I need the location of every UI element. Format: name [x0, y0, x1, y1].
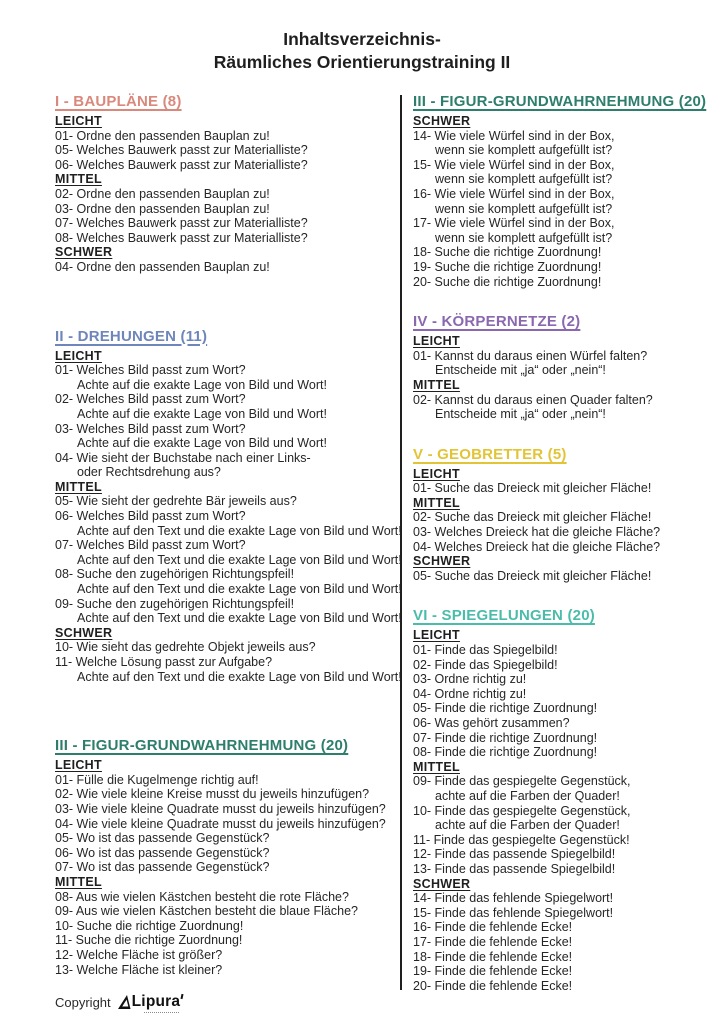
page-title-line1: Inhaltsverzeichnis- — [283, 29, 441, 49]
item-line: 12- Welche Fläche ist größer? — [55, 947, 223, 962]
item-line: 04- Ordne den passenden Bauplan zu! — [55, 259, 270, 274]
item-line: 01- Fülle die Kugelmenge richtig auf! — [55, 772, 259, 787]
toc-item — [55, 202, 397, 217]
item-line: 02- Wie viele kleine Kreise musst du jeweils hinzufügen? — [55, 787, 370, 802]
column-right — [413, 93, 713, 1017]
item-line: 14- Finde das fehlende Spiegelwort! — [413, 891, 614, 906]
toc-item — [413, 920, 713, 935]
difficulty-label: MITTEL — [413, 759, 460, 774]
toc-item — [413, 393, 713, 422]
difficulty-label: MITTEL — [413, 495, 460, 510]
triangle-logo-icon — [118, 995, 131, 1009]
item-line: Achte auf den Text und die exakte Lage von Bild und Wort! — [77, 552, 402, 567]
toc-item — [55, 655, 402, 684]
item-line: 16- Wie viele Würfel sind in der Box, — [413, 186, 615, 201]
item-line: 06- Welches Bauwerk passt zur Materialliste? — [55, 157, 308, 172]
item-line: Achte auf den Text und die exakte Lage von Bild und Wort! — [77, 523, 402, 538]
difficulty-label: LEICHT — [413, 628, 460, 643]
toc-item — [413, 950, 713, 965]
item-line: 18- Suche die richtige Zuordnung! — [413, 245, 602, 260]
item-line: 05- Wo ist das passende Gegenstück? — [55, 831, 270, 846]
section-heading[interactable]: III - FIGUR-GRUNDWAHRNEHMUNG (20) — [413, 93, 707, 110]
item-line: 18- Finde die fehlende Ecke! — [413, 949, 573, 964]
toc-item — [55, 596, 402, 626]
item-line: 01- Welches Bild passt zum Wort? — [55, 363, 246, 378]
item-line: 10- Finde das gespiegelte Gegenstück, — [413, 803, 631, 818]
toc-item — [55, 640, 397, 655]
toc-item — [413, 964, 713, 979]
toc-section — [413, 313, 713, 422]
item-line: 03- Welches Bild passt zum Wort? — [55, 421, 246, 436]
toc-item — [55, 846, 397, 861]
item-line: Achte auf den Text und die exakte Lage von Bild und Wort! — [77, 582, 402, 597]
toc-item — [55, 567, 402, 597]
toc-item — [413, 804, 713, 833]
item-line: Achte auf die exakte Lage von Bild und Wort! — [77, 406, 327, 421]
item-line: oder Rechtsdrehung aus? — [77, 465, 221, 480]
toc-item — [55, 802, 397, 817]
item-line: 09- Suche den zugehörigen Richtungspfeil! — [55, 596, 295, 611]
item-line: 06- Welches Bild passt zum Wort? — [55, 509, 246, 524]
item-line: 01- Kannst du daraus einen Würfel falten? — [413, 348, 648, 363]
item-line: 15- Finde das fehlende Spiegelwort! — [413, 905, 614, 920]
toc-item — [55, 494, 397, 509]
toc-item — [413, 701, 713, 716]
toc-item — [55, 451, 397, 480]
toc-item — [413, 260, 713, 275]
toc-item — [55, 216, 397, 231]
toc-section — [55, 93, 397, 275]
item-line: wenn sie komplett aufgefüllt ist? — [435, 143, 613, 158]
difficulty-label: LEICHT — [413, 334, 460, 349]
toc-item — [55, 787, 397, 802]
item-line: 07- Welches Bauwerk passt zur Materialliste? — [55, 216, 308, 231]
lipura-logo — [118, 993, 184, 1011]
toc-item — [413, 158, 713, 187]
item-line: wenn sie komplett aufgefüllt ist? — [435, 230, 613, 245]
item-line: 08- Aus wie vielen Kästchen besteht die rote Fläche? — [55, 889, 349, 904]
item-line: 01- Suche das Dreieck mit gleicher Fläche! — [413, 481, 652, 496]
item-line: 04- Ordne richtig zu! — [413, 686, 527, 701]
item-line: 03- Welches Dreieck hat die gleiche Fläche? — [413, 525, 661, 540]
difficulty-label: MITTEL — [55, 172, 102, 187]
item-line: 02- Kannst du daraus einen Quader falten? — [413, 392, 653, 407]
toc-item — [413, 643, 713, 658]
toc-item — [413, 774, 713, 803]
toc-item — [413, 129, 713, 158]
item-line: 19- Finde die fehlende Ecke! — [413, 964, 573, 979]
item-line: 19- Suche die richtige Zuordnung! — [413, 259, 602, 274]
section-heading[interactable]: V - GEOBRETTER (5) — [413, 445, 567, 463]
toc-item — [55, 860, 397, 875]
toc-item — [413, 245, 713, 260]
difficulty-label: MITTEL — [413, 377, 460, 392]
item-line: 06- Wo ist das passende Gegenstück? — [55, 845, 270, 860]
difficulty-label: SCHWER — [55, 245, 113, 260]
item-line: 08- Welches Bauwerk passt zur Materialliste? — [55, 230, 308, 245]
item-line: Entscheide mit „ja“ oder „nein“! — [435, 363, 606, 378]
difficulty-label: LEICHT — [413, 466, 460, 481]
toc-item — [413, 687, 713, 702]
difficulty-label: LEICHT — [55, 114, 102, 128]
item-line: 17- Wie viele Würfel sind in der Box, — [413, 216, 615, 231]
toc-item — [413, 833, 713, 848]
item-line: 14- Wie viele Würfel sind in der Box, — [413, 128, 615, 143]
item-line: 07- Finde die richtige Zuordnung! — [413, 730, 598, 745]
toc-item — [413, 716, 713, 731]
item-line: Entscheide mit „ja“ oder „nein“! — [435, 407, 606, 422]
item-line: 02- Finde das Spiegelbild! — [413, 657, 558, 672]
difficulty-label: SCHWER — [55, 625, 113, 640]
toc-item — [413, 672, 713, 687]
toc-item — [55, 158, 397, 173]
toc-item — [413, 525, 713, 540]
toc-item — [413, 349, 713, 378]
toc-item — [413, 731, 713, 746]
item-line: wenn sie komplett aufgefüllt ist? — [435, 172, 613, 187]
item-line: 01- Finde das Spiegelbild! — [413, 643, 558, 658]
item-line: 05- Welches Bauwerk passt zur Materialliste? — [55, 143, 308, 158]
toc-section — [413, 446, 713, 584]
item-line: 07- Wo ist das passende Gegenstück? — [55, 860, 270, 875]
difficulty-label: SCHWER — [413, 114, 471, 128]
item-line: Achte auf den Text und die exakte Lage von Bild und Wort! — [77, 669, 402, 684]
item-line: 02- Suche das Dreieck mit gleicher Fläche! — [413, 510, 652, 525]
column-divider — [400, 95, 402, 990]
item-line: 02- Ordne den passenden Bauplan zu! — [55, 186, 270, 201]
toc-item — [413, 891, 713, 906]
column-left — [55, 93, 402, 1030]
item-line: 10- Wie sieht das gedrehte Objekt jeweils aus? — [55, 640, 316, 655]
toc-item — [55, 890, 397, 905]
toc-item — [55, 260, 397, 275]
item-line: 17- Finde die fehlende Ecke! — [413, 934, 573, 949]
toc-item — [413, 510, 713, 525]
section-heading[interactable]: I - BAUPLÄNE (8) — [55, 93, 182, 110]
item-line: 11- Suche die richtige Zuordnung! — [55, 933, 243, 948]
item-line: 20- Suche die richtige Zuordnung! — [413, 274, 602, 289]
toc-item — [413, 979, 713, 994]
item-line: 08- Finde die richtige Zuordnung! — [413, 745, 598, 760]
item-line: wenn sie komplett aufgefüllt ist? — [435, 201, 613, 216]
toc-item — [55, 919, 397, 934]
item-line: Achte auf die exakte Lage von Bild und Wort! — [77, 377, 327, 392]
toc-item — [55, 948, 397, 963]
toc-item — [55, 904, 397, 919]
item-line: 09- Finde das gespiegelte Gegenstück, — [413, 774, 631, 789]
item-line: 04- Welches Dreieck hat die gleiche Fläche? — [413, 539, 661, 554]
item-line: 03- Ordne richtig zu! — [413, 672, 527, 687]
page-title — [0, 0, 724, 73]
toc-section — [55, 327, 402, 685]
item-line: 06- Was gehört zusammen? — [413, 716, 570, 730]
toc-item — [55, 963, 397, 978]
item-line: 10- Suche die richtige Zuordnung! — [55, 918, 244, 933]
item-line: 15- Wie viele Würfel sind in der Box, — [413, 157, 615, 172]
toc-item — [55, 129, 397, 144]
item-line: achte auf die Farben der Quader! — [435, 788, 620, 803]
toc-item — [55, 773, 397, 788]
item-line: 11- Welche Lösung passt zur Aufgabe? — [55, 655, 273, 669]
item-line: achte auf die Farben der Quader! — [435, 818, 620, 833]
toc-item — [413, 216, 713, 245]
toc-item — [55, 933, 397, 948]
copyright-label: Copyright — [55, 994, 111, 1010]
footer — [55, 993, 183, 1011]
item-line: 09- Aus wie vielen Kästchen besteht die blaue Fläche? — [55, 904, 358, 919]
item-line: 04- Wie viele kleine Quadrate musst du jeweils hinzufügen? — [55, 816, 386, 831]
item-line: Achte auf die exakte Lage von Bild und Wort! — [77, 436, 327, 451]
difficulty-label: SCHWER — [413, 876, 471, 891]
item-line: 08- Suche den zugehörigen Richtungspfeil! — [55, 567, 295, 582]
item-line: Achte auf den Text und die exakte Lage von Bild und Wort! — [77, 611, 402, 626]
toc-item — [55, 231, 397, 246]
toc-item — [55, 422, 397, 451]
section-heading[interactable]: III - FIGUR-GRUNDWAHRNEHMUNG (20) — [55, 737, 349, 755]
toc-item — [413, 569, 713, 584]
difficulty-label: MITTEL — [55, 874, 102, 889]
toc-item — [413, 540, 713, 555]
section-heading[interactable]: VI - SPIEGELUNGEN (20) — [413, 607, 595, 625]
toc-item — [55, 392, 397, 421]
section-heading[interactable]: II - DREHUNGEN (11) — [55, 327, 208, 345]
toc-section — [413, 607, 713, 993]
toc-section — [55, 737, 397, 977]
toc-item — [55, 538, 402, 567]
toc-item — [55, 143, 397, 158]
toc-item — [413, 847, 713, 862]
toc-item — [55, 817, 397, 832]
item-line: 16- Finde die fehlende Ecke! — [413, 920, 573, 935]
item-line: 03- Wie viele kleine Quadrate musst du jeweils hinzufügen? — [55, 801, 386, 816]
difficulty-label: MITTEL — [55, 479, 102, 494]
item-line: 07- Welches Bild passt zum Wort? — [55, 538, 246, 553]
brand-name: Lipura — [131, 993, 181, 1010]
toc-item — [413, 187, 713, 216]
toc-item — [413, 481, 713, 496]
toc-item — [413, 745, 713, 760]
toc-item — [55, 831, 397, 846]
item-line: 02- Welches Bild passt zum Wort? — [55, 392, 246, 407]
toc-item — [55, 187, 397, 202]
difficulty-label: SCHWER — [413, 554, 471, 569]
page-title-line2: Räumliches Orientierungstraining II — [213, 51, 511, 72]
toc-item — [413, 906, 713, 921]
item-line: 12- Finde das passende Spiegelbild! — [413, 847, 616, 862]
section-heading[interactable]: IV - KÖRPERNETZE (2) — [413, 313, 581, 331]
item-line: 03- Ordne den passenden Bauplan zu! — [55, 201, 270, 216]
toc-section — [413, 93, 713, 289]
item-line: 11- Finde das gespiegelte Gegenstück! — [413, 832, 630, 847]
toc-item — [55, 509, 402, 538]
difficulty-label: LEICHT — [55, 758, 102, 773]
toc-item — [413, 658, 713, 673]
toc-item — [413, 862, 713, 877]
item-line: 04- Wie sieht der Buchstabe nach einer Links- — [55, 450, 311, 465]
item-line: 05- Wie sieht der gedrehte Bär jeweils aus? — [55, 494, 297, 509]
item-line: 05- Finde die richtige Zuordnung! — [413, 701, 598, 716]
item-line: 13- Welche Fläche ist kleiner? — [55, 962, 223, 977]
toc-item — [55, 363, 397, 392]
toc-item — [413, 275, 713, 290]
difficulty-label: LEICHT — [55, 348, 102, 363]
item-line: 05- Suche das Dreieck mit gleicher Fläche! — [413, 568, 652, 583]
toc-item — [413, 935, 713, 950]
item-line: 20- Finde die fehlende Ecke! — [413, 978, 573, 993]
item-line: 13- Finde das passende Spiegelbild! — [413, 861, 616, 876]
item-line: 01- Ordne den passenden Bauplan zu! — [55, 128, 270, 143]
